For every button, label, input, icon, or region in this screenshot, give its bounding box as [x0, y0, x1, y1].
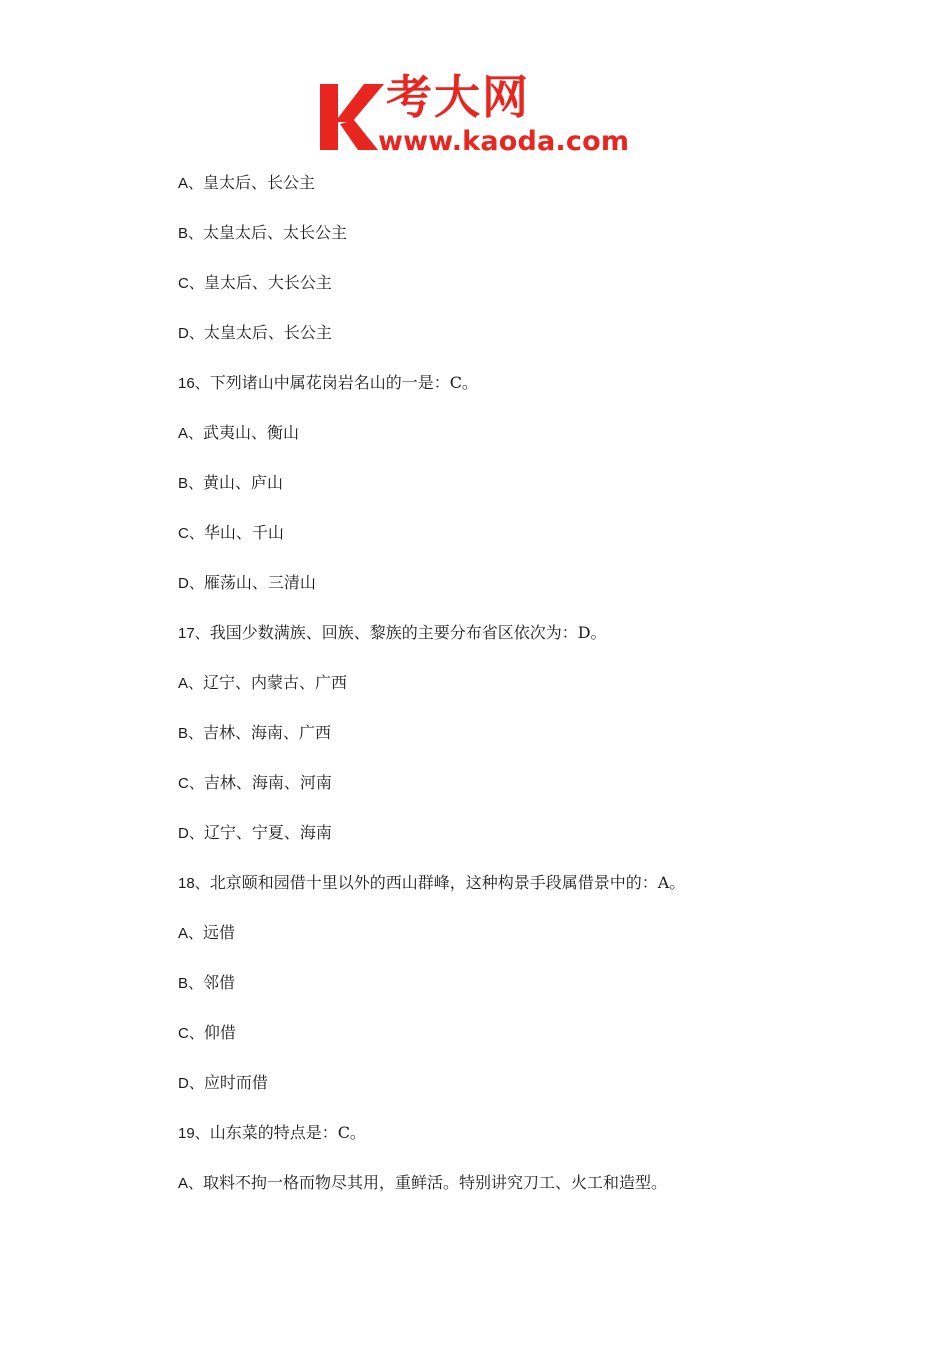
option-prefix: B、 [178, 975, 204, 992]
option-text: 雁荡山、三清山 [203, 573, 316, 592]
option-text: 皇太后、长公主 [203, 173, 316, 192]
option-line [178, 720, 898, 770]
option-prefix: A、 [178, 1175, 204, 1192]
option-line [178, 920, 898, 970]
question-number: 18、 [178, 875, 210, 892]
option-text: 太皇太后、长公主 [203, 323, 332, 342]
question-line [178, 870, 898, 920]
option-line [178, 170, 898, 220]
option-text: 华山、千山 [203, 523, 284, 542]
option-line [178, 420, 898, 470]
option-line [178, 1170, 898, 1220]
question-number: 17、 [178, 625, 210, 642]
question-text: 下列诸山中属花岗岩名山的一是：C。 [209, 373, 478, 392]
option-line [178, 670, 898, 720]
option-line [178, 970, 898, 1020]
option-line [178, 320, 898, 370]
option-prefix: B、 [178, 475, 204, 492]
option-text: 武夷山、衡山 [203, 423, 300, 442]
option-prefix: B、 [178, 225, 204, 242]
option-text: 黄山、庐山 [203, 473, 284, 492]
option-text: 远借 [203, 923, 236, 942]
option-prefix: A、 [178, 675, 204, 692]
option-prefix: D、 [178, 325, 204, 342]
option-prefix: C、 [178, 775, 204, 792]
logo-title: 考大网 [386, 70, 530, 124]
option-line [178, 820, 898, 870]
option-prefix: B、 [178, 725, 204, 742]
question-number: 19、 [178, 1125, 210, 1142]
question-line [178, 370, 898, 420]
option-prefix: D、 [178, 825, 204, 842]
option-prefix: A、 [178, 175, 204, 192]
kaoda-logo [318, 70, 638, 160]
option-text: 邻借 [203, 973, 236, 992]
option-prefix: A、 [178, 425, 204, 442]
option-text: 取料不拘一格而物尽其用，重鲜活。特别讲究刀工、火工和造型。 [203, 1173, 668, 1192]
option-line [178, 270, 898, 320]
option-line [178, 520, 898, 570]
kaoda-k-logo-icon [318, 80, 384, 152]
option-prefix: C、 [178, 275, 204, 292]
question-line [178, 620, 898, 670]
option-line [178, 1020, 898, 1070]
option-prefix: A、 [178, 925, 204, 942]
option-prefix: D、 [178, 575, 204, 592]
option-text: 皇太后、大长公主 [203, 273, 332, 292]
question-number: 16、 [178, 375, 210, 392]
question-text: 我国少数满族、回族、黎族的主要分布省区依次为：D。 [209, 623, 607, 642]
option-prefix: D、 [178, 1075, 204, 1092]
option-text: 辽宁、内蒙古、广西 [203, 673, 348, 692]
option-line [178, 220, 898, 270]
question-text: 北京颐和园借十里以外的西山群峰，这种构景手段属借景中的：A。 [209, 873, 686, 892]
question-content [178, 170, 898, 1220]
option-text: 仰借 [203, 1023, 236, 1042]
option-line [178, 470, 898, 520]
question-line [178, 1120, 898, 1170]
option-text: 吉林、海南、河南 [203, 773, 332, 792]
option-line [178, 570, 898, 620]
option-text: 太皇太后、太长公主 [203, 223, 348, 242]
option-prefix: C、 [178, 525, 204, 542]
option-text: 辽宁、宁夏、海南 [203, 823, 332, 842]
option-text: 应时而借 [203, 1073, 268, 1092]
logo-url: www.kaoda.com [378, 126, 630, 157]
option-text: 吉林、海南、广西 [203, 723, 332, 742]
question-text: 山东菜的特点是：C。 [209, 1123, 366, 1142]
option-line [178, 1070, 898, 1120]
option-line [178, 770, 898, 820]
option-prefix: C、 [178, 1025, 204, 1042]
